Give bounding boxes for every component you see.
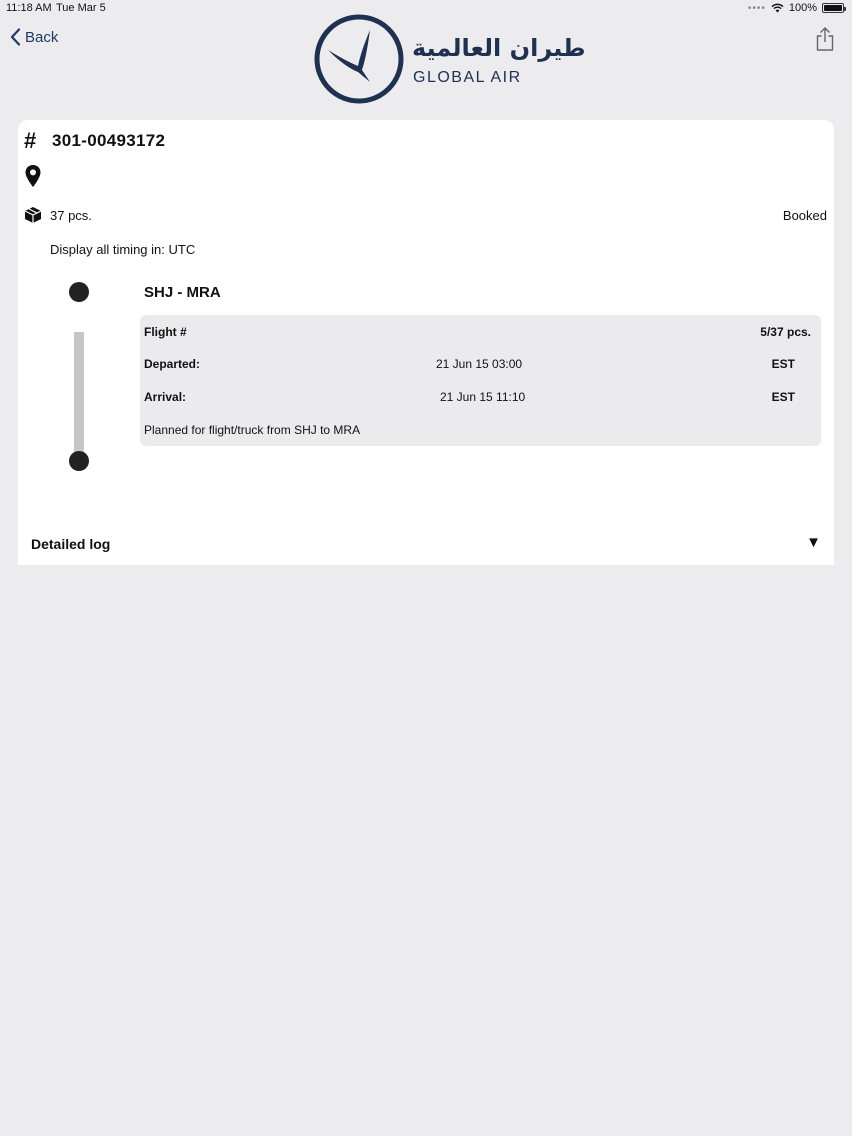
- share-button[interactable]: [814, 26, 836, 52]
- awb-row: [24, 128, 165, 154]
- signal-icon: ••••: [747, 2, 766, 14]
- logo-english-text: GLOBAL AIR: [413, 69, 522, 86]
- bird-emblem-icon: [314, 14, 404, 104]
- piece-count: 37 pcs.: [50, 208, 92, 223]
- detailed-log-label[interactable]: Detailed log: [31, 536, 111, 552]
- expand-arrow-icon[interactable]: ▼: [806, 534, 821, 551]
- logo-arabic-text: طيران العالمية: [412, 34, 586, 62]
- arrival-time: 21 Jun 15 11:10: [440, 390, 526, 404]
- timeline-bar: [74, 332, 84, 459]
- back-label: Back: [25, 28, 59, 46]
- battery-level: [824, 5, 842, 11]
- chevron-left-icon: [10, 28, 21, 46]
- segment-note: Planned for flight/truck from SHJ to MRA: [144, 423, 361, 437]
- status-time: 11:18 AM: [6, 2, 52, 14]
- status-label: Booked: [782, 208, 827, 223]
- awb-number: 301-00493172: [52, 131, 166, 150]
- package-icon: [24, 206, 42, 224]
- segment-pieces: 5/37 pcs.: [760, 325, 811, 339]
- departed-timezone: EST: [771, 357, 795, 371]
- departed-row: [144, 357, 811, 373]
- arrival-row: [144, 390, 811, 406]
- departed-label: Departed:: [144, 357, 201, 371]
- arrival-timezone: EST: [771, 390, 795, 404]
- timeline-dot-origin: [69, 282, 89, 302]
- hash-icon: #: [24, 128, 37, 153]
- shipment-card: [18, 120, 834, 565]
- status-date: Tue Mar 5: [56, 2, 106, 14]
- global-air-logo: [314, 14, 586, 104]
- timeline-dot-destination: [69, 451, 89, 471]
- flight-label: Flight #: [144, 325, 187, 339]
- battery-icon: [822, 3, 844, 13]
- back-button[interactable]: [10, 28, 58, 46]
- departed-time: 21 Jun 15 03:00: [436, 357, 523, 371]
- battery-percent: 100%: [788, 2, 817, 14]
- route-title: SHJ - MRA: [144, 284, 221, 301]
- flight-row: [144, 325, 811, 341]
- arrival-label: Arrival:: [144, 390, 187, 404]
- segment-details: [140, 315, 821, 446]
- status-indicators: [748, 2, 844, 14]
- location-pin-icon: [24, 164, 42, 188]
- timing-note: Display all timing in: UTC: [50, 242, 196, 257]
- share-icon: [814, 26, 836, 52]
- wifi-icon: [771, 3, 784, 13]
